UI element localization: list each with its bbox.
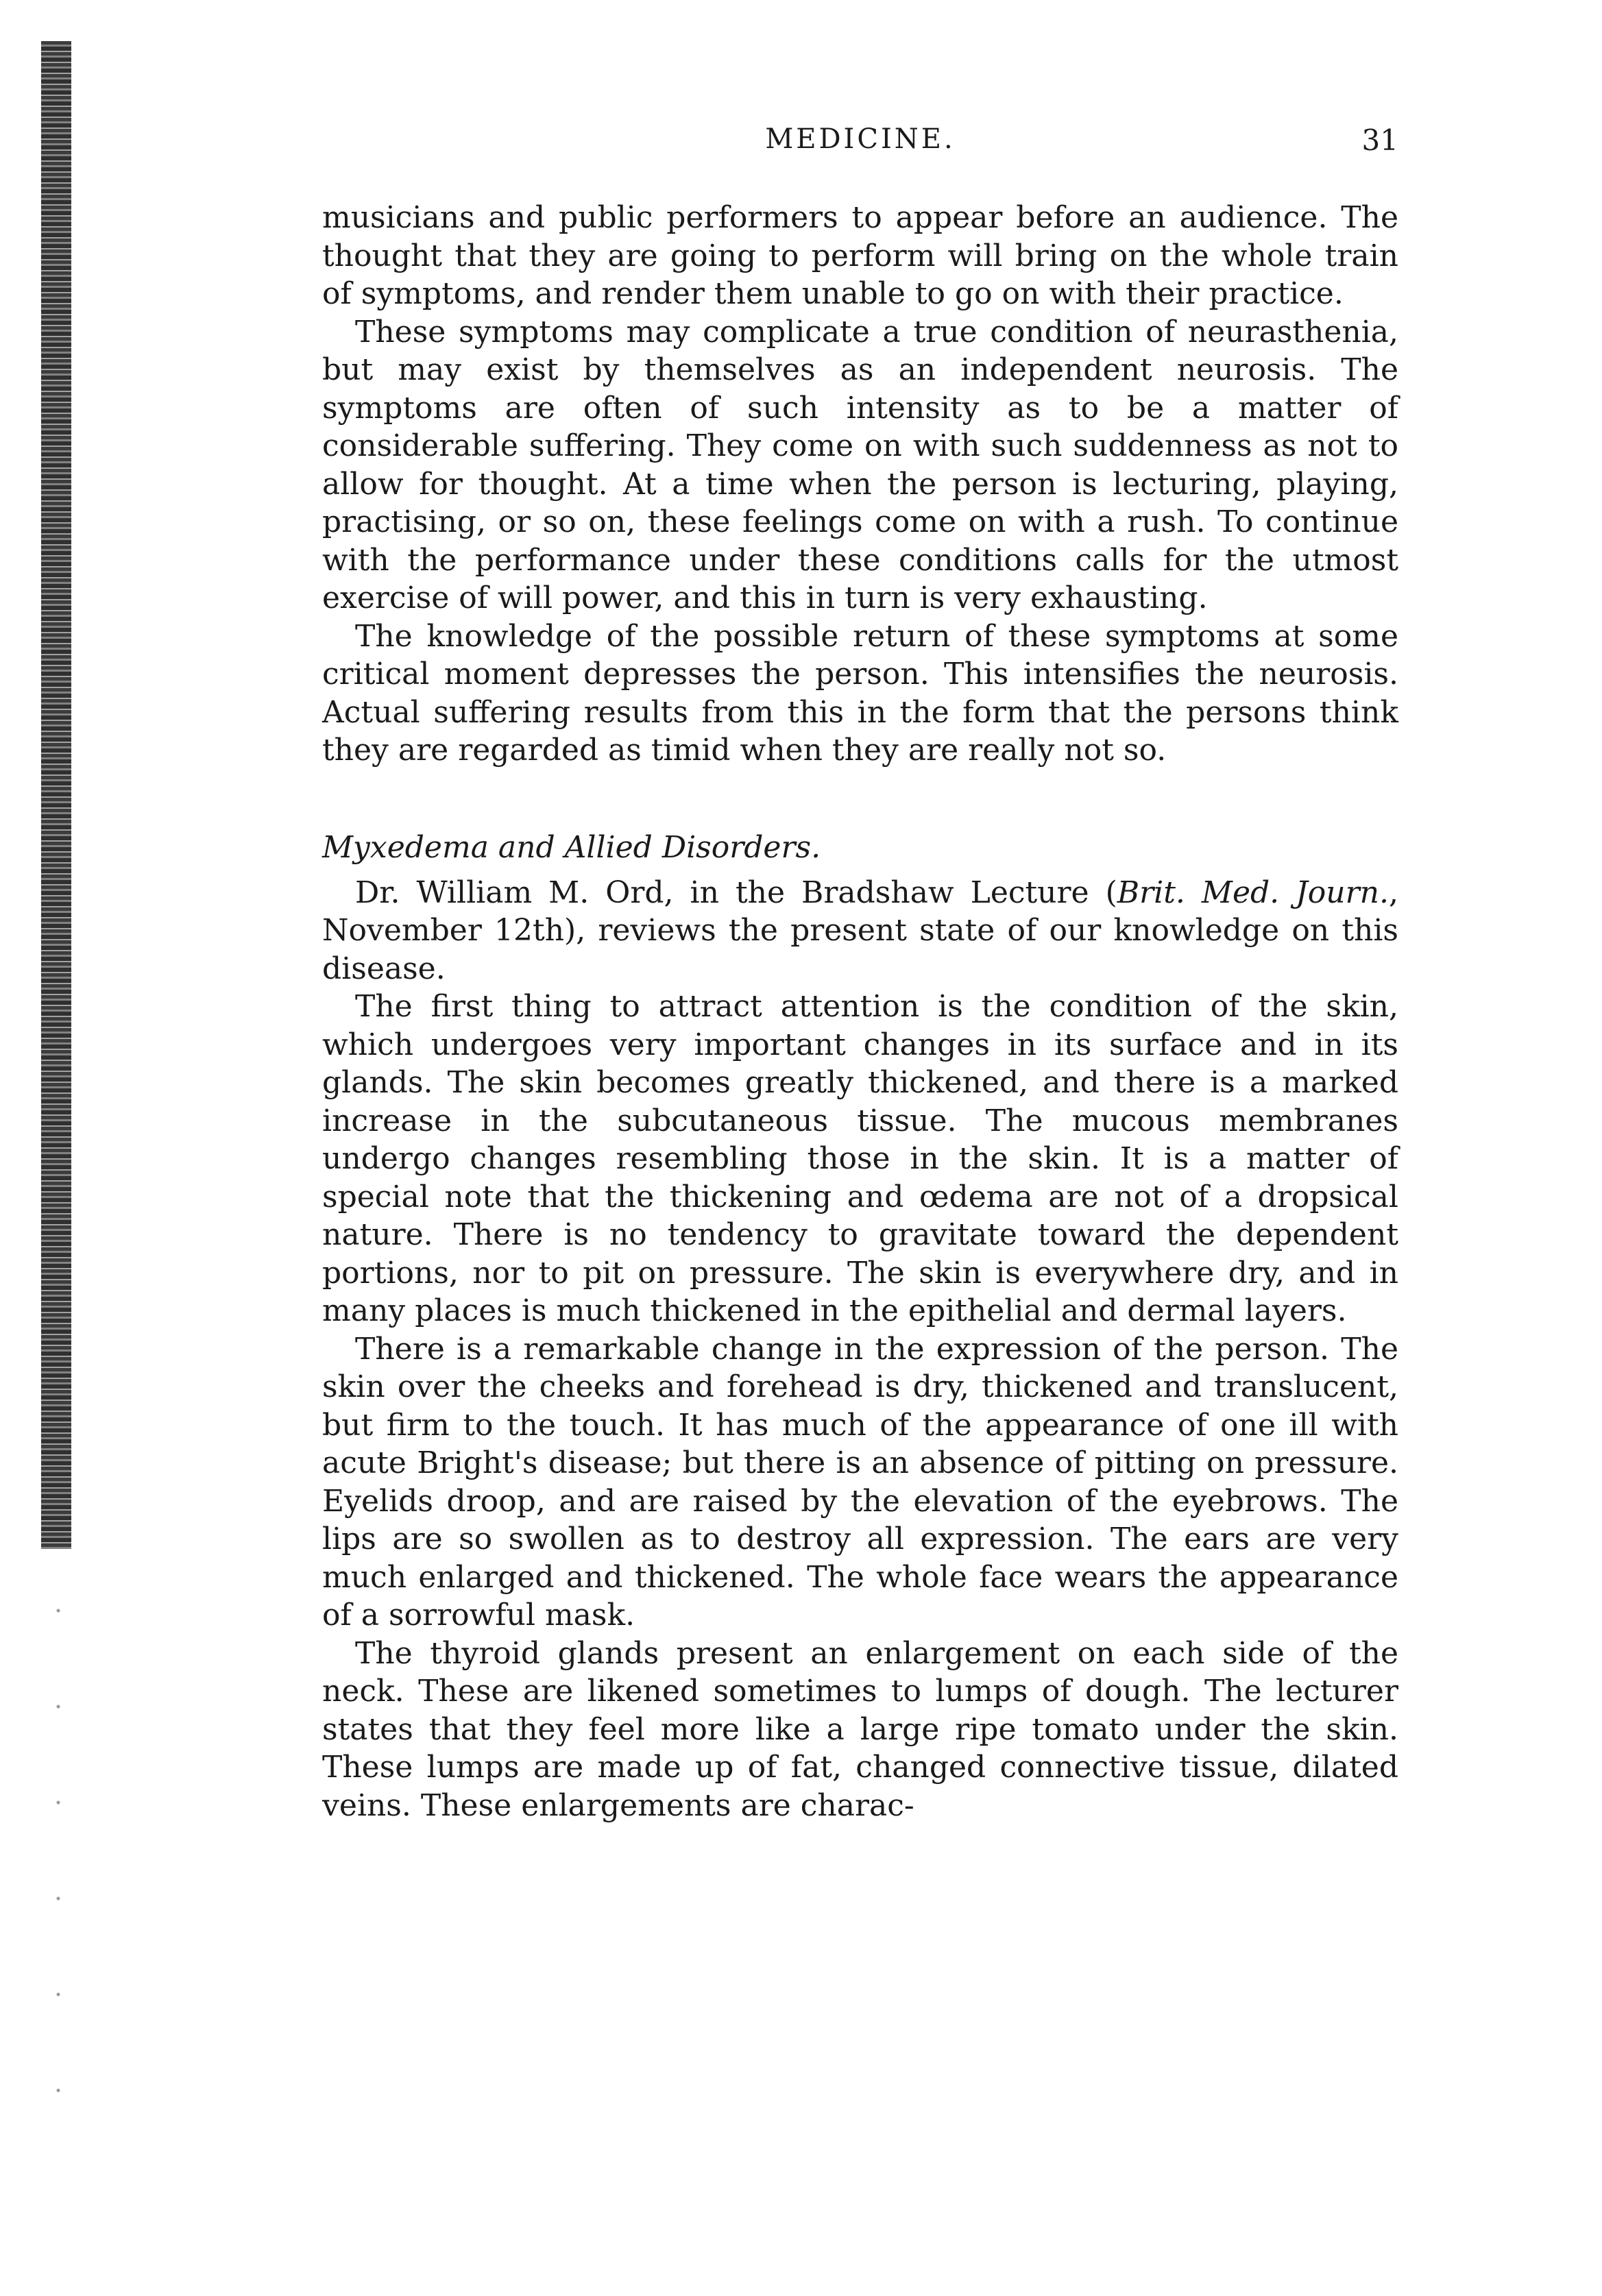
paragraph-thyroid: The thyroid glands present an enlargement on each side of the neck. These are likened sometimes to lumps of dough. The lecturer states that they feel more like a large ripe tomato under the skin. These lumps are made up of fat, changed connective tissue, dilated veins. These enlargements are charac- bbox=[322, 1635, 1398, 1823]
page-number: 31 bbox=[1361, 123, 1398, 157]
scan-binding-edge bbox=[41, 41, 71, 1549]
paragraph-neurosis: The knowledge of the possible return of these symptoms at some critical moment depresses the person. This intensifies the neurosis. Actual suffering results from this in the form that the persons think they are regarded as timid when they are really not so. bbox=[322, 618, 1398, 768]
running-title: MEDICINE. bbox=[765, 123, 956, 155]
paragraph-ord-intro bbox=[322, 874, 1398, 988]
section-heading-myxedema: Myxedema and Allied Disorders. bbox=[322, 829, 821, 865]
paragraph-neurasthenia: These symptoms may complicate a true condition of neurasthenia, but may exist by themselves as an independent neurosis. The symptoms are often of such intensity as to be a matter of considerable suffering. They come on with such suddenness as not to allow for thought. At a time when the person is lecturing, playing, practising, or so on, these feelings come on with a rush. To continue with the performance under these conditions calls for the utmost exercise of will power, and this in turn is very exhausting. bbox=[322, 314, 1398, 615]
scan-margin-specks bbox=[51, 1563, 65, 2179]
paragraph-expression: There is a remarkable change in the expression of the person. The skin over the cheeks and forehead is dry, thickened and translucent, but firm to the touch. It has much of the appearance of one ill with acute Bright's disease; but there is an absence of pitting on pressure. Eyelids droop, and are raised by the elevation of the eyebrows. The lips are so swollen as to destroy all expression. The ears are very much enlarged and thickened. The whole face wears the appearance of a sorrowful mask. bbox=[322, 1331, 1398, 1633]
book-page bbox=[322, 123, 1398, 1824]
paragraph-performers: musicians and public performers to appear before an audience. The thought that they are going to perform will bring on the whole train of symptoms, and render them unable to go on with their practice. bbox=[322, 200, 1398, 311]
ord-intro-before: Dr. William M. Ord, in the Bradshaw Lecture ( bbox=[355, 875, 1117, 910]
running-head bbox=[322, 123, 1398, 171]
paragraph-skin: The first thing to attract attention is the condition of the skin, which undergoes very important changes in its surface and in its glands. The skin becomes greatly thickened, and there is a marked increase in the subcutaneous tissue. The mucous membranes undergo changes resembling those in the skin. It is a matter of special note that the thickening and œdema are not of a dropsical nature. There is no tendency to gravitate toward the dependent portions, nor to pit on pressure. The skin is everywhere dry, and in many places is much thickened in the epithelial and dermal layers. bbox=[322, 989, 1398, 1328]
ord-intro-after: , November 12th), reviews the present state of our knowledge on this disease. bbox=[322, 875, 1398, 986]
journal-citation: Brit. Med. Journ. bbox=[1117, 875, 1389, 910]
